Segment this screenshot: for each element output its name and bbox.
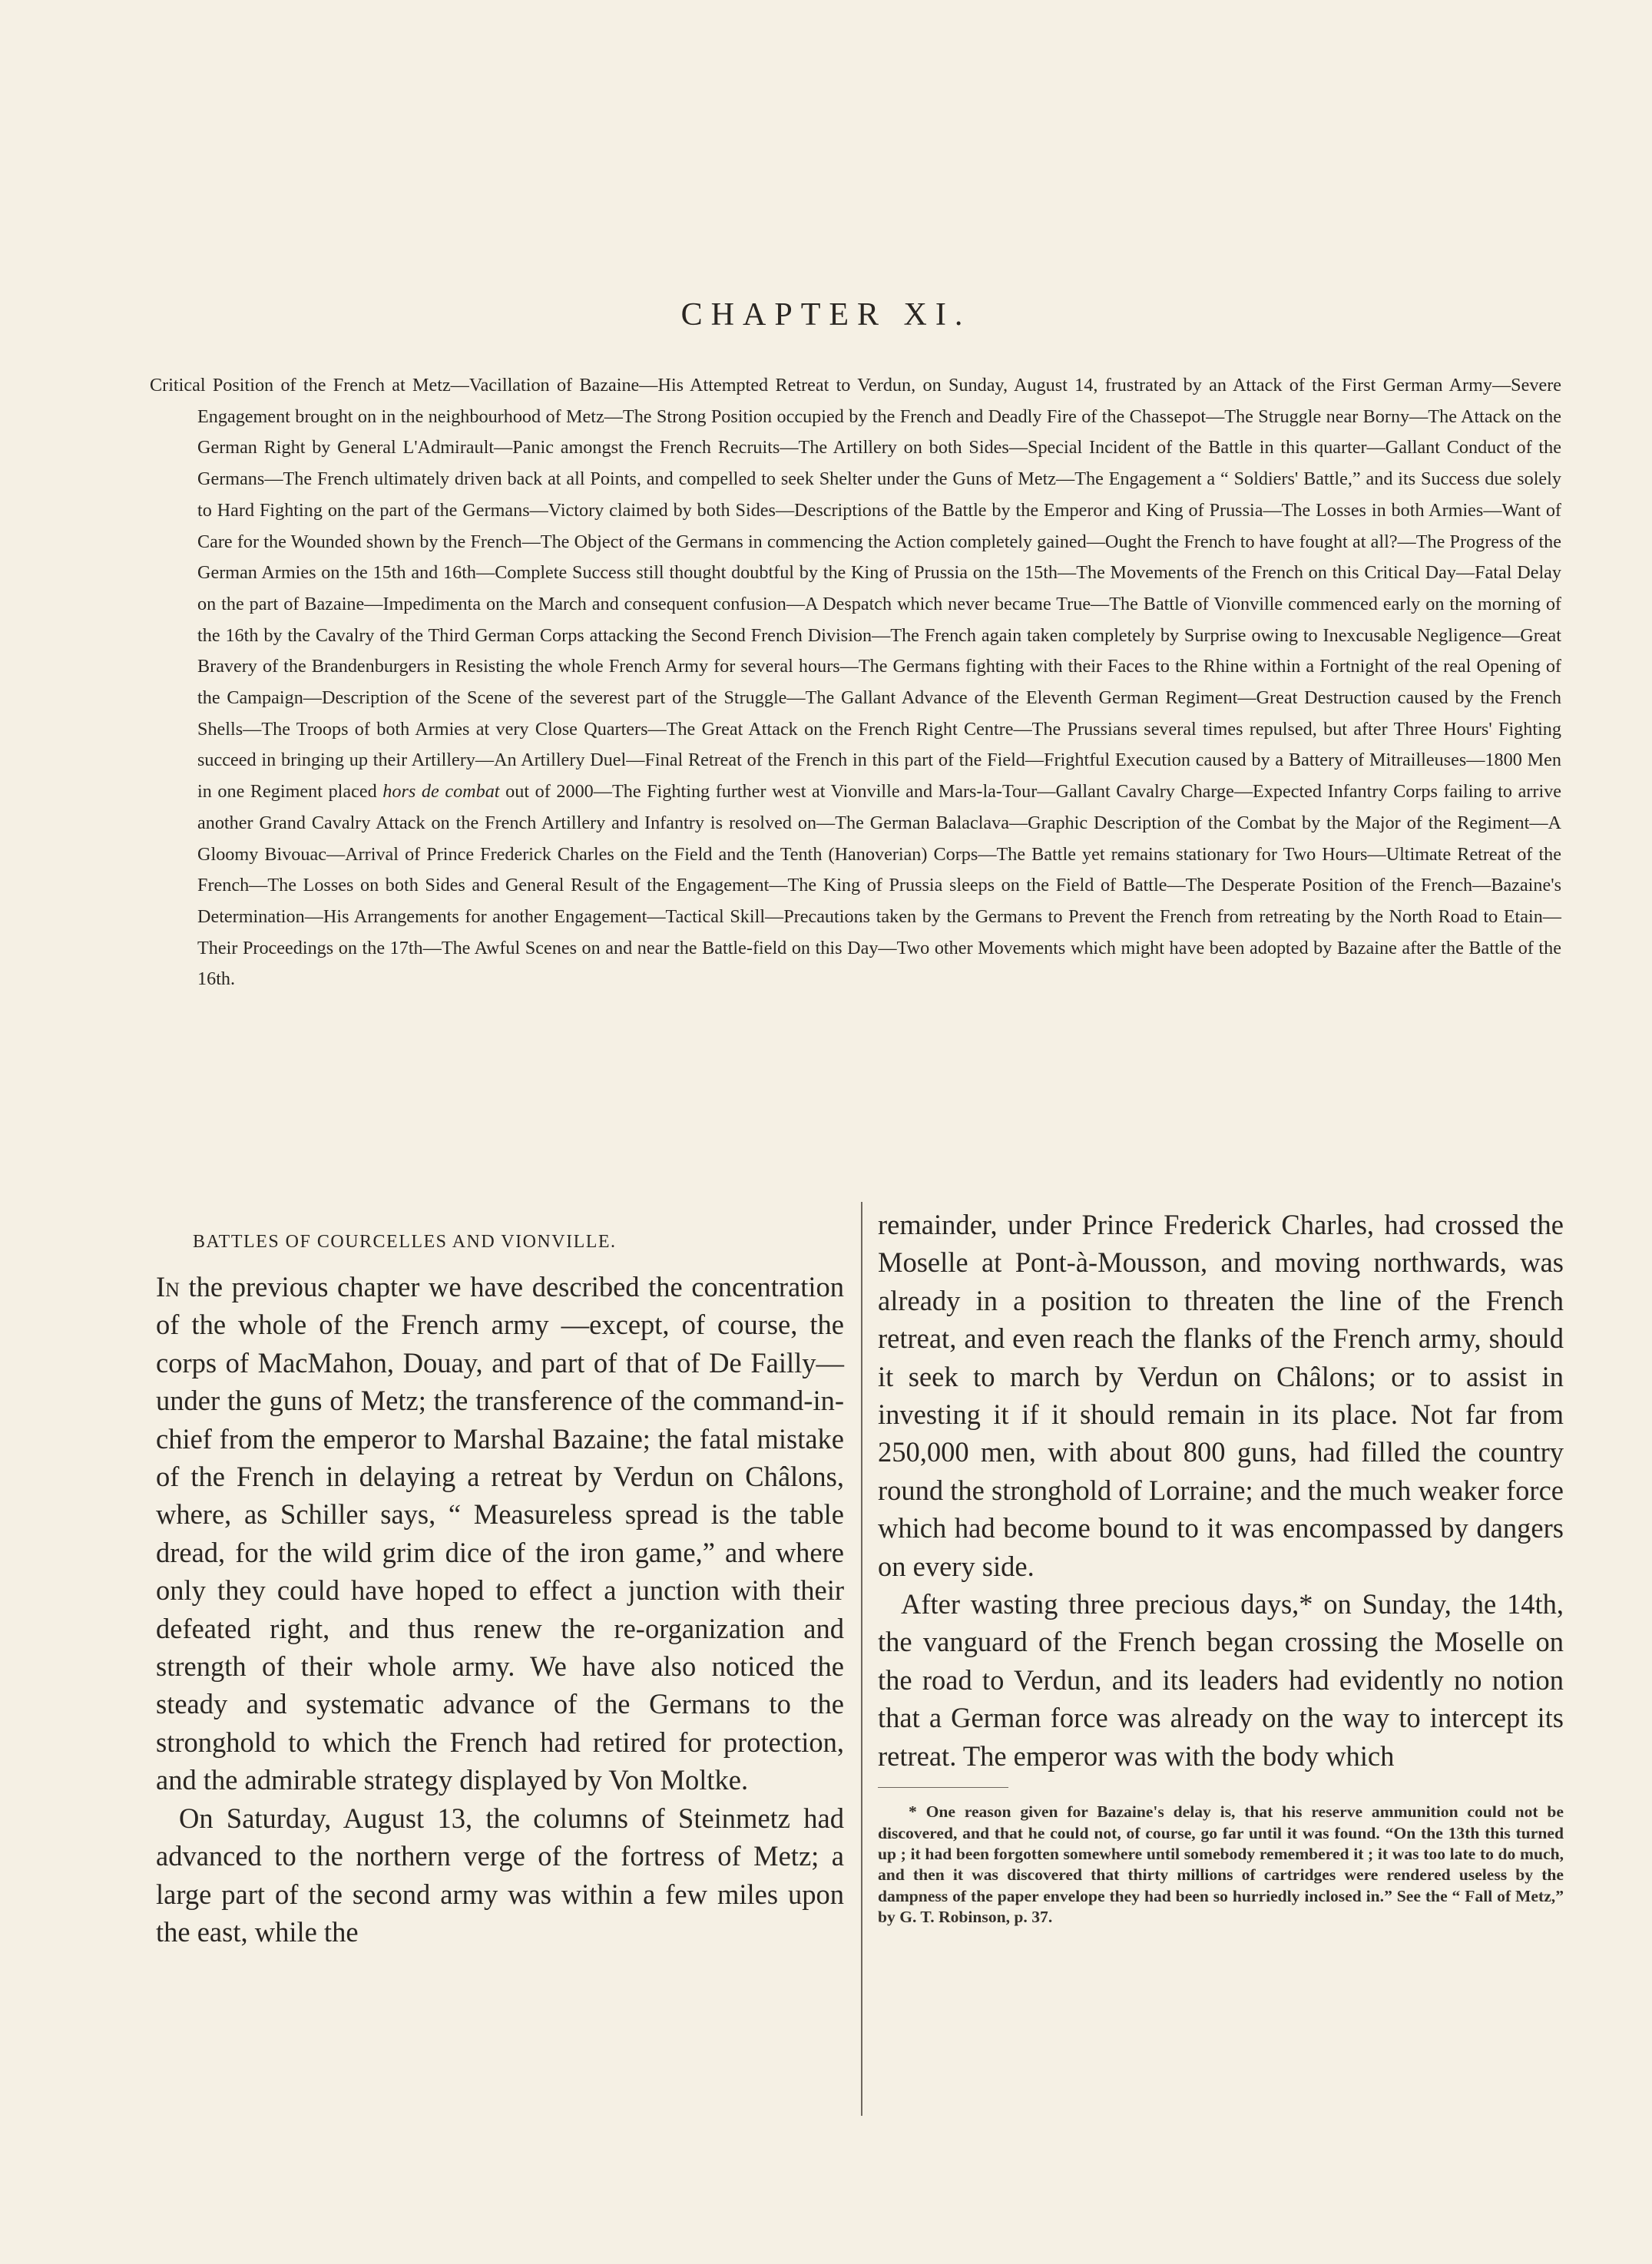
- paragraph-text: the previous chapter we have described the concentration of the whole of the French army —except, of course, the corps of MacMahon, Douay, and part of that of De Failly—under the guns of Metz; the transference of the command-in-chief from the emperor to Marshal Bazaine; the fatal mistake of the French in delaying a retreat by Verdun on Châlons, where, as Schiller says, “ Measureless spread is the table dread, for the wild grim dice of the iron game,” and where only they could have hoped to effect a junction with their defeated right, and thus renew the re-organization and strength of their whole army. We have also noticed the steady and systematic advance of the Germans to the stronghold to which the French had retired for protection, and the admirable strategy displayed by Von Moltke.: [156, 1271, 844, 1796]
- body-paragraph: [156, 1268, 844, 1799]
- column-divider: [861, 1202, 862, 2116]
- body-paragraph: remainder, under Prince Frederick Charles, had crossed the Moselle at Pont-à-Mousson, and moving northwards, was already in a position to threaten the line of the French retreat, and even reach the flanks of the French army, should it seek to march by Verdun on Châlons; or to assist in investing it if it should remain in its place. Not far from 250,000 men, with about 800 guns, had filled the country round the stronghold of Lorraine; and the much weaker force which had become bound to it was encompassed by dangers on every side.: [878, 1209, 1564, 1582]
- chapter-synopsis: [150, 370, 1561, 995]
- chapter-title: CHAPTER XI.: [680, 297, 972, 333]
- body-paragraph: After wasting three precious days,* on Sunday, the 14th, the vanguard of the French began crossing the Moselle on the road to Verdun, and its leaders had evidently no notion that a German force was already on the way to intercept its retreat. The emperor was with the body which: [878, 1588, 1564, 1772]
- synopsis-text-part1: Critical Position of the French at Metz—Vacillation of Bazaine—His Attempted Retreat to Verdun, on Sunday, August 14, frustrated by an Attack of the First German Army—Severe Engagement brought on in the neighbourhood of Metz—The Strong Position occupied by the French and Deadly Fire of the Chassepot—The Struggle near Borny—The Attack on the German Right by General L'Admirault—Panic amongst the French Recruits—The Artillery on both Sides—Special Incident of the Battle in this quarter—Gallant Conduct of the Germans—The French ultimately driven back at all Points, and compelled to seek Shelter under the Guns of Metz—The Engagement a “ Soldiers' Battle,” and its Success due solely to Hard Fighting on the part of the Germans—Victory claimed by both Sides—Descriptions of the Battle by the Emperor and King of Prussia—The Losses in both Armies—Want of Care for the Wounded shown by the French—The Object of the Germans in commencing the Action completely gained—Ought the French to have fought at all?—The Progress of the German Armies on the 15th and 16th—Complete Success still thought doubtful by the King of Prussia on the 15th—The Movements of the French on this Critical Day—Fatal Delay on the part of Bazaine—Impedimenta on the March and consequent confusion—A Despatch which never became True—The Battle of Vionville commenced early on the morning of the 16th by the Cavalry of the Third German Corps attacking the Second French Division—The French again taken completely by Surprise owing to Inexcusable Negligence—Great Bravery of the Brandenburgers in Resisting the whole French Army for several hours—The Germans fighting with their Faces to the Rhine within a Fortnight of the real Opening of the Campaign—Description of the Scene of the severest part of the Struggle—The Gallant Advance of the Eleventh German Regiment—Great Destruction caused by the French Shells—The Troops of both Armies at very Close Quarters—The Great Attack on the French Right Centre—The Prussians several times repulsed, but after Three Hours' Fighting succeed in bringing up their Artillery—An Artillery Duel—Final Retreat of the French in this part of the Field—Frightful Execution caused by a Battery of Mitrailleuses—1800 Men in one Regiment placed: [150, 375, 1561, 803]
- footnote-rule: [878, 1787, 1008, 1788]
- paragraph-initial: In: [156, 1271, 180, 1302]
- right-column: [878, 1206, 1564, 1928]
- body-paragraph: On Saturday, August 13, the columns of Steinmetz had advanced to the northern verge of the fortress of Metz; a large part of the second army was within a few miles upon the east, while the: [156, 1802, 844, 1948]
- footnote: * One reason given for Bazaine's delay is, that his reserve ammunition could not be discovered, and that he could not, of course, go far until it was found. “On the 13th this turned up ; it had been forgotten somewhere until somebody remembered it ; it was too late to do much, and then it was discovered that thirty millions of cartridges were rendered useless by the dampness of the paper envelope they had been so hurriedly inclosed in.” See the “ Fall of Metz,” by G. T. Robinson, p. 37.: [878, 1802, 1564, 1927]
- synopsis-text-part2: out of 2000—The Fighting further west at Vionville and Mars-la-Tour—Gallant Cavalry Charge—Expected Infantry Corps failing to arrive another Grand Cavalry Attack on the French Artillery and Infantry is resolved on—The German Balaclava—Graphic Description of the Combat by the Major of the Regiment—A Gloomy Bivouac—Arrival of Prince Frederick Charles on the Field and the Tenth (Hanoverian) Corps—The Battle yet remains stationary for Two Hours—Ultimate Retreat of the French—The Losses on both Sides and General Result of the Engagement—The King of Prussia sleeps on the Field of Battle—The Desperate Position of the French—Bazaine's Determination—His Arrangements for another Engagement—Tactical Skill—Precautions taken by the Germans to Prevent the French from retreating by the North Road to Etain—Their Proceedings on the 17th—The Awful Scenes on and near the Battle-field on this Day—Two other Movements which might have been adopted by Bazaine after the Battle of the 16th.: [197, 781, 1562, 990]
- section-heading: BATTLES OF COURCELLES AND VIONVILLE.: [193, 1232, 617, 1252]
- synopsis-italic-phrase: hors de combat: [382, 781, 500, 803]
- left-column: [156, 1206, 844, 1951]
